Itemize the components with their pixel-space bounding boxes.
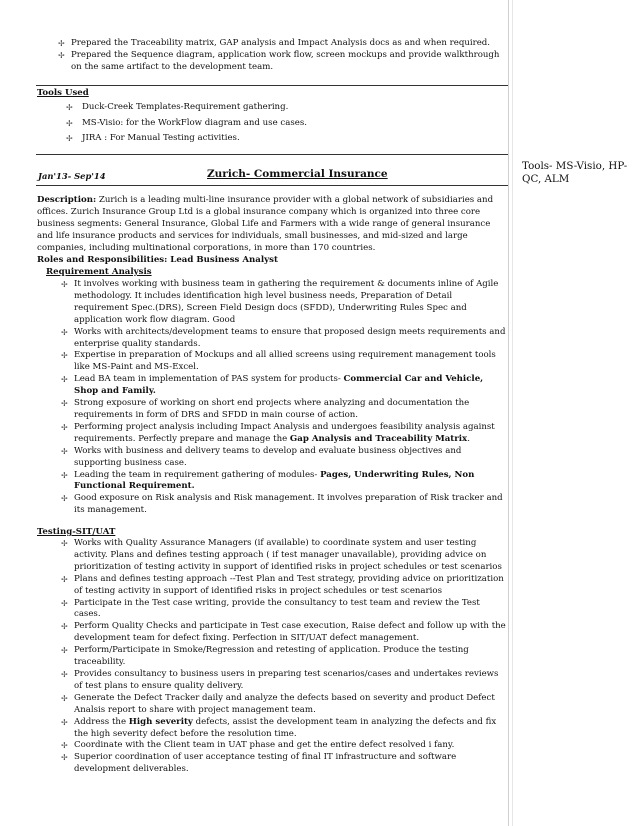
bullet-icon: ✢ — [61, 539, 68, 548]
list-item — [61, 645, 509, 669]
bullet-icon: ✢ — [66, 118, 73, 128]
list-item — [61, 470, 509, 494]
bullet-icon: ✢ — [61, 470, 68, 480]
list-item-text: Address the — [74, 716, 129, 727]
description — [37, 195, 507, 255]
list-item-text: Coordinate with the Client team in UAT phase and get the entire defect resolved i fany. — [74, 740, 455, 751]
bullet-icon: ✢ — [58, 50, 65, 60]
bullet-icon: ✢ — [61, 622, 68, 632]
roles-line: Roles and Responsibilities: Lead Business Analyst — [37, 255, 278, 265]
list-item-emphasis: Pages, Underwriting Rules, Non Functional Requirement. — [74, 469, 475, 492]
list-item: ✢ MS-Visio: for the WorkFlow diagram and use cases. — [66, 116, 496, 132]
list-item-text: Lead BA team in implementation of PAS system for products- — [74, 374, 344, 385]
list-item — [61, 598, 509, 622]
list-item-text: Superior coordination of user acceptance testing of final IT infrastructure and software development deliverables. — [74, 752, 457, 775]
list-item-text: Works with business and delivery teams to develop and evaluate business objectives and supporting business case. — [74, 445, 462, 468]
list-item-text: defects, assist the development team in analyzing the defects and fix the high severity defect before the resolution time. — [74, 716, 497, 739]
description-text: Zurich is a leading multi-line insurance provider with a global network of subsidiaries and offices. Zurich Insurance Group Ltd is a global insurance company which is organized into three core business segments: General Insurance, Global Life and Farmers with a wide range of general insurance and life insurance products and services for individuals, small businesses, and mid-sized and large companies, including multinational corporations, in more than 170 countries. — [37, 195, 494, 253]
list-item-text: Provides consultancy to business users in preparing test scenarios/cases and undertakes reviews of test plans to ensure quality delivery. — [74, 668, 499, 691]
list-item — [61, 374, 509, 398]
list-item-text: Leading the team in requirement gathering of modules- — [74, 469, 321, 480]
list-item-text: Performing project analysis including Impact Analysis and undergoes feasibility analysis against requirements. Perfectly prepare and manage the — [74, 421, 495, 444]
list-item-emphasis: Commercial Car and Vehicle, Shop and Family. — [74, 374, 484, 397]
tools-side-note: Tools- MS-Visio, HP-QC, ALM — [522, 160, 628, 186]
list-item — [61, 279, 509, 327]
list-item — [61, 717, 509, 741]
list-item: ✢ Prepared the Traceability matrix, GAP analysis and Impact Analysis docs as and when required. — [58, 38, 491, 48]
bullet-icon: ✢ — [61, 717, 68, 727]
job-dates: Jan'13- Sep'14 — [38, 171, 106, 181]
list-item-text: Works with Quality Assurance Managers (if available) to coordinate system and user testing activity. Plans and defines testing approach ( if test manager unavailable), providing advice on prioritization of testing activity in support of identified risks in project schedules or test scenarios — [74, 538, 502, 572]
tools-used-list — [66, 100, 496, 147]
testing-list — [61, 538, 509, 776]
list-item: ✢ JIRA : For Manual Testing activities. — [66, 131, 496, 147]
bullet-icon: ✢ — [61, 598, 68, 608]
company-title: Zurich- Commercial Insurance — [207, 168, 388, 180]
list-item-text: Plans and defines testing approach --Test Plan and Test strategy, providing advice on prioritization of testing activity in support of identified risks in project schedules or test scenarios — [74, 573, 504, 596]
list-item-text: Perform/Participate in Smoke/Regression and retesting of application. Produce the testing traceability. — [74, 645, 469, 668]
list-item — [61, 752, 509, 776]
bullet-icon: ✢ — [61, 494, 68, 504]
bullet-icon: ✢ — [61, 351, 68, 361]
list-item-text: Strong exposure of working on short end projects where analyzing and documentation the requirements in form of DRS and SFDD in main course of action. — [74, 398, 470, 420]
list-item — [61, 398, 509, 422]
list-item — [61, 669, 509, 693]
list-item-emphasis: Gap Analysis and Traceability Matrix — [289, 433, 468, 444]
list-item — [61, 446, 509, 470]
list-item — [61, 493, 509, 517]
requirement-analysis-list — [61, 279, 509, 517]
list-item-emphasis: High severity — [128, 716, 193, 727]
bullet-icon: ✢ — [66, 103, 73, 112]
column-divider-secondary — [512, 0, 513, 826]
list-item-text: Works with architects/development teams to ensure that proposed design meets requirements and enterprise quality standards. — [74, 326, 506, 349]
list-item-text: Generate the Defect Tracker daily and analyze the defects based on severity and product Defect Analsis report to share with project management team. — [74, 692, 495, 715]
section-divider — [36, 154, 508, 155]
testing-heading: Testing-SIT/UAT — [37, 527, 116, 537]
bullet-icon: ✢ — [61, 399, 68, 409]
list-item-text: Perform Quality Checks and participate in Test case execution, Raise defect and follow up with the development team for defect fixing. Perfection in SIT/UAT defect management. — [74, 621, 506, 644]
section-divider — [36, 85, 508, 86]
list-item — [61, 740, 509, 752]
list-item: ✢ Duck-Creek Templates-Requirement gathering. — [66, 100, 496, 116]
bullet-icon: ✢ — [61, 646, 68, 656]
list-item — [61, 327, 509, 351]
section-divider — [36, 185, 508, 186]
list-item-text: Expertise in preparation of Mockups and all allied screens using requirement management tools like MS-Paint and MS-Excel. — [74, 350, 496, 373]
bullet-icon: ✢ — [61, 280, 68, 289]
list-item — [61, 422, 509, 446]
list-item — [61, 693, 509, 717]
list-item-text: It involves working with business team in gathering the requirement & documents inline of Agile methodology. It includes identification high level business needs, Preparation of Detail requirement Spec.(DRS), Screen Field Design docs (SFDD), Underwriting Rules Spec and application work flow diagram. Good — [74, 279, 499, 325]
list-item — [61, 574, 509, 598]
bullet-icon: ✢ — [66, 134, 73, 143]
list-item-text: Good exposure on Risk analysis and Risk management. It involves preparation of Risk tracker and its management. — [74, 493, 503, 516]
list-item: ✢ Prepared the Sequence diagram, application work flow, screen mockups and provide walkthrough on the same artifact to the development team. — [58, 49, 500, 72]
list-item-text: Participate in the Test case writing, provide the consultancy to test team and review the Test cases. — [74, 597, 480, 620]
bullet-icon: ✢ — [61, 327, 68, 337]
tools-used-heading: Tools Used — [37, 88, 89, 98]
list-item — [61, 621, 509, 645]
requirement-analysis-heading: Requirement Analysis — [46, 267, 152, 277]
bullet-icon: ✢ — [61, 574, 68, 584]
bullet-icon: ✢ — [61, 375, 68, 385]
bullet-icon: ✢ — [61, 741, 68, 751]
bullet-icon: ✢ — [61, 693, 68, 703]
top-bullet-list — [58, 38, 506, 74]
bullet-icon: ✢ — [61, 446, 68, 456]
list-item — [61, 350, 509, 374]
list-item-text: . — [467, 433, 470, 444]
bullet-icon: ✢ — [61, 669, 68, 679]
bullet-icon: ✢ — [61, 422, 68, 432]
bullet-icon: ✢ — [61, 753, 68, 763]
description-label: Description: — [37, 195, 97, 205]
bullet-icon: ✢ — [58, 39, 65, 48]
list-item — [61, 538, 509, 574]
